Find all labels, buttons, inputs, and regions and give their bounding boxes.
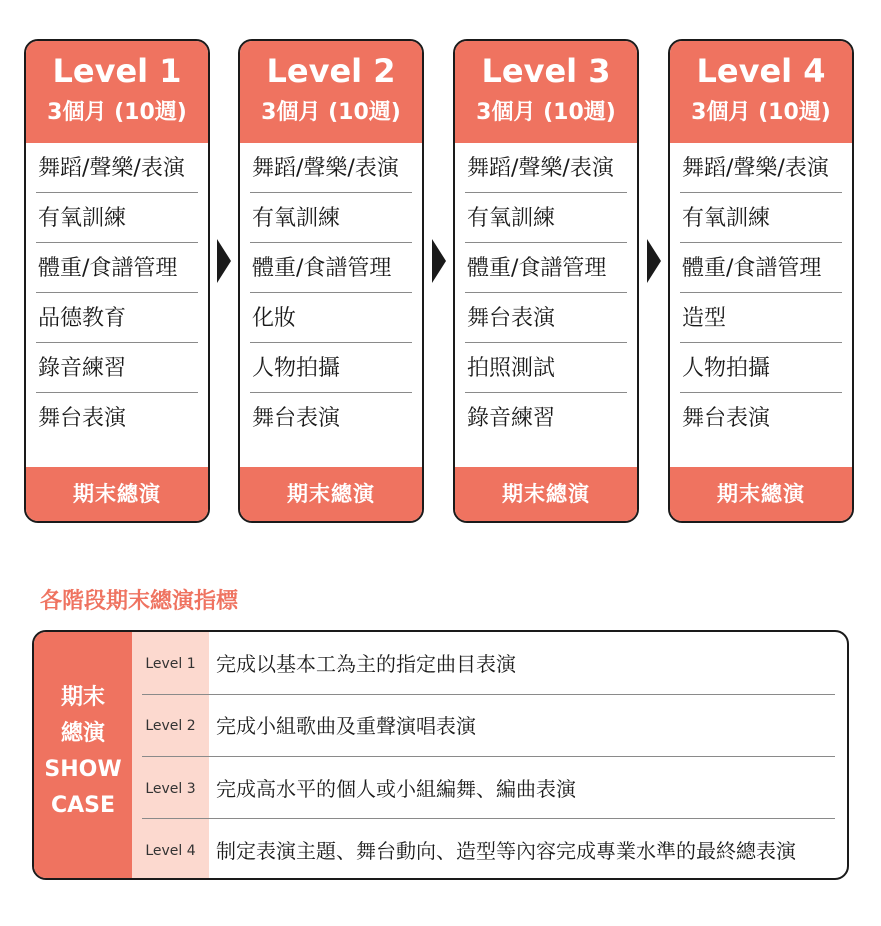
chevron-right-icon [217, 239, 231, 283]
showcase-label-line: SHOW [44, 757, 122, 782]
level-card-1 [24, 39, 210, 523]
course-item: 有氧訓練 [36, 193, 198, 243]
course-item: 舞蹈/聲樂/表演 [465, 143, 627, 193]
level-title: Level 1 [52, 52, 182, 90]
level-card-header [26, 41, 208, 143]
course-list [670, 143, 852, 442]
course-item: 有氧訓練 [250, 193, 412, 243]
course-item: 體重/食譜管理 [250, 243, 412, 293]
course-item: 造型 [680, 293, 842, 343]
level-card-4 [668, 39, 854, 523]
section-title: 各階段期末總演指標 [40, 589, 239, 614]
showcase-row-text: 完成小組歌曲及重聲演唱表演 [216, 714, 476, 738]
showcase-row-level: Level 2 [145, 718, 196, 734]
level-duration: 3個月 (10週) [261, 100, 401, 125]
level-card-header [670, 41, 852, 143]
course-item: 體重/食譜管理 [680, 243, 842, 293]
course-item: 體重/食譜管理 [36, 243, 198, 293]
course-list [455, 143, 637, 442]
level-duration: 3個月 (10週) [476, 100, 616, 125]
course-item: 人物拍攝 [250, 343, 412, 393]
level-title: Level 3 [481, 52, 611, 90]
showcase-label [34, 632, 132, 878]
course-item: 體重/食譜管理 [465, 243, 627, 293]
course-item: 人物拍攝 [680, 343, 842, 393]
row-divider [142, 818, 835, 819]
showcase-row-level: Level 3 [145, 781, 196, 797]
course-item: 舞蹈/聲樂/表演 [36, 143, 198, 193]
course-item: 舞台表演 [682, 406, 771, 431]
course-item: 錄音練習 [467, 406, 556, 431]
course-item: 有氧訓練 [680, 193, 842, 243]
level-card-header [240, 41, 422, 143]
level-card-2 [238, 39, 424, 523]
showcase-row-text: 制定表演主題、舞台動向、造型等內容完成專業水準的最終總表演 [216, 839, 796, 863]
level-card-header [455, 41, 637, 143]
showcase-row [132, 758, 847, 820]
level-duration: 3個月 (10週) [691, 100, 831, 125]
course-item: 舞台表演 [252, 406, 341, 431]
course-item: 舞蹈/聲樂/表演 [680, 143, 842, 193]
showcase-row [132, 820, 847, 880]
course-item: 化妝 [250, 293, 412, 343]
showcase-row [132, 633, 847, 695]
course-item: 舞台表演 [38, 406, 127, 431]
level-card-3 [453, 39, 639, 523]
course-item: 拍照測試 [465, 343, 627, 393]
row-divider [142, 756, 835, 757]
showcase-row [132, 695, 847, 757]
level-title: Level 2 [266, 52, 396, 90]
level-footer: 期末總演 [455, 467, 637, 521]
showcase-row-level: Level 1 [145, 656, 196, 672]
showcase-table [32, 630, 849, 880]
course-item: 品德教育 [36, 293, 198, 343]
chevron-right-icon [432, 239, 446, 283]
level-footer: 期末總演 [240, 467, 422, 521]
level-footer: 期末總演 [670, 467, 852, 521]
chevron-right-icon [647, 239, 661, 283]
course-item: 有氧訓練 [465, 193, 627, 243]
showcase-row-level: Level 4 [145, 843, 196, 859]
level-footer: 期末總演 [26, 467, 208, 521]
level-title: Level 4 [696, 52, 826, 90]
course-item: 舞蹈/聲樂/表演 [250, 143, 412, 193]
showcase-label-line: 期末 [60, 685, 105, 710]
showcase-row-text: 完成以基本工為主的指定曲目表演 [216, 652, 516, 676]
level-duration: 3個月 (10週) [47, 100, 187, 125]
course-list [26, 143, 208, 442]
showcase-label-line: 總演 [60, 721, 105, 746]
course-item: 舞台表演 [465, 293, 627, 343]
showcase-row-text: 完成高水平的個人或小組編舞、編曲表演 [216, 777, 576, 801]
showcase-label-line: CASE [50, 793, 116, 818]
course-item: 錄音練習 [36, 343, 198, 393]
course-list [240, 143, 422, 442]
